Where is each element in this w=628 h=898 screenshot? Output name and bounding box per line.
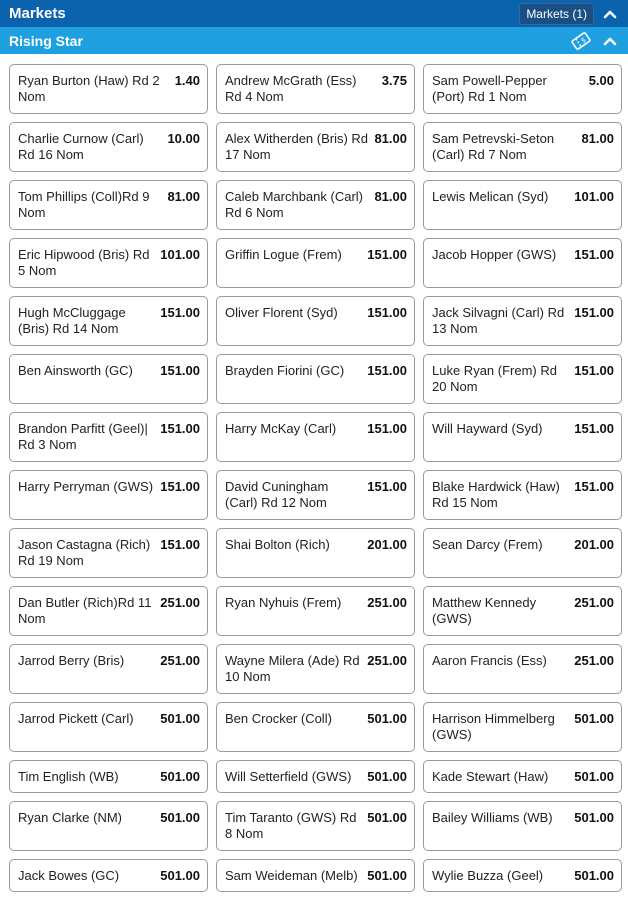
selection-odds: 81.00	[374, 131, 407, 146]
selection-name: Harry Perryman (GWS)	[18, 479, 154, 494]
selection-odds: 151.00	[574, 247, 614, 262]
selection-name: Sam Petrevski-Seton (Carl) Rd 7 Nom	[432, 131, 555, 162]
selection-name: Jarrod Pickett (Carl)	[18, 711, 134, 726]
selection-button[interactable]	[9, 296, 208, 346]
selection-odds: 151.00	[160, 363, 200, 378]
selection-odds: 81.00	[374, 189, 407, 204]
selection-name: Jack Silvagni (Carl) Rd 13 Nom	[432, 305, 565, 336]
selection-name: Will Hayward (Syd)	[432, 421, 543, 436]
selection-odds: 151.00	[160, 421, 200, 436]
selection-button[interactable]	[9, 238, 208, 288]
selection-name: Brayden Fiorini (GC)	[225, 363, 345, 378]
selection-button[interactable]	[216, 528, 415, 578]
markets-header	[0, 0, 628, 27]
selection-button[interactable]	[9, 528, 208, 578]
selection-odds: 151.00	[367, 421, 407, 436]
selection-button[interactable]	[216, 238, 415, 288]
selection-button[interactable]	[216, 64, 415, 114]
selection-name: Ben Crocker (Coll)	[225, 711, 332, 726]
selection-odds: 501.00	[160, 711, 200, 726]
selection-name: Jarrod Berry (Bris)	[18, 653, 125, 668]
selection-button[interactable]	[423, 801, 622, 851]
selection-name: Blake Hardwick (Haw) Rd 15 Nom	[432, 479, 560, 510]
selection-button[interactable]	[216, 296, 415, 346]
selection-button[interactable]	[423, 238, 622, 288]
selection-button[interactable]	[9, 354, 208, 404]
selection-odds: 501.00	[160, 868, 200, 883]
selection-name: Sam Powell-Pepper (Port) Rd 1 Nom	[432, 73, 547, 104]
selection-name: Tim Taranto (GWS) Rd 8 Nom	[225, 810, 357, 841]
selection-button[interactable]	[423, 586, 622, 636]
selection-name: Aaron Francis (Ess)	[432, 653, 547, 668]
selection-button[interactable]	[423, 760, 622, 793]
selection-button[interactable]	[9, 586, 208, 636]
selection-odds: 151.00	[367, 479, 407, 494]
selection-name: Wylie Buzza (Geel)	[432, 868, 544, 883]
selection-button[interactable]	[9, 122, 208, 172]
selection-name: Jack Bowes (GC)	[18, 868, 120, 883]
selection-odds: 251.00	[367, 595, 407, 610]
selection-odds: 101.00	[160, 247, 200, 262]
markets-header-controls	[519, 3, 620, 25]
chevron-up-icon[interactable]	[600, 31, 620, 51]
selection-button[interactable]	[423, 412, 622, 462]
selection-odds: 101.00	[574, 189, 614, 204]
selection-button[interactable]	[216, 470, 415, 520]
selection-odds: 81.00	[167, 189, 200, 204]
selection-name: Griffin Logue (Frem)	[225, 247, 342, 262]
selection-name: Harrison Himmelberg (GWS)	[432, 711, 555, 742]
selection-odds: 151.00	[160, 537, 200, 552]
selection-odds: 10.00	[167, 131, 200, 146]
selection-odds: 251.00	[574, 653, 614, 668]
selection-odds: 151.00	[574, 479, 614, 494]
selection-button[interactable]	[423, 122, 622, 172]
selection-button[interactable]	[9, 702, 208, 752]
selection-odds: 3.75	[381, 73, 407, 88]
markets-count-badge[interactable]: Markets (1)	[519, 3, 594, 25]
selection-name: Jacob Hopper (GWS)	[432, 247, 557, 262]
selection-name: Hugh McCluggage (Bris) Rd 14 Nom	[18, 305, 126, 336]
selection-button[interactable]	[216, 586, 415, 636]
selection-name: Ben Ainsworth (GC)	[18, 363, 133, 378]
selection-odds: 151.00	[367, 247, 407, 262]
selection-name: Wayne Milera (Ade) Rd 10 Nom	[225, 653, 360, 684]
selection-name: Shai Bolton (Rich)	[225, 537, 330, 552]
selection-odds: 151.00	[574, 421, 614, 436]
selection-button[interactable]	[9, 859, 208, 892]
selection-odds: 501.00	[574, 769, 614, 784]
selection-button[interactable]	[9, 470, 208, 520]
selection-odds: 1.40	[174, 73, 200, 88]
selection-odds: 501.00	[574, 711, 614, 726]
ticket-icon[interactable]	[570, 31, 592, 51]
selections-grid	[0, 54, 628, 898]
selection-odds: 151.00	[574, 363, 614, 378]
selection-name: Bailey Williams (WB)	[432, 810, 553, 825]
selection-button[interactable]	[423, 528, 622, 578]
selection-odds: 501.00	[574, 868, 614, 883]
selection-button[interactable]	[423, 180, 622, 230]
selection-button[interactable]	[216, 412, 415, 462]
selection-name: Dan Butler (Rich)Rd 11 Nom	[18, 595, 152, 626]
selection-odds: 151.00	[160, 305, 200, 320]
selection-button[interactable]	[216, 801, 415, 851]
selection-button[interactable]	[423, 354, 622, 404]
chevron-up-icon[interactable]	[600, 4, 620, 24]
selection-name: Oliver Florent (Syd)	[225, 305, 338, 320]
selection-button[interactable]	[9, 644, 208, 694]
selection-name: Sean Darcy (Frem)	[432, 537, 543, 552]
selection-name: Sam Weideman (Melb)	[225, 868, 358, 883]
selection-button[interactable]	[423, 64, 622, 114]
selection-name: Luke Ryan (Frem) Rd 20 Nom	[432, 363, 557, 394]
svg-text:$: $	[579, 35, 588, 45]
selection-name: Kade Stewart (Haw)	[432, 769, 549, 784]
selection-odds: 81.00	[581, 131, 614, 146]
selection-button[interactable]	[423, 702, 622, 752]
selection-button[interactable]	[9, 412, 208, 462]
selection-odds: 201.00	[574, 537, 614, 552]
selection-odds: 501.00	[367, 769, 407, 784]
selection-button[interactable]	[423, 470, 622, 520]
selection-odds: 5.00	[588, 73, 614, 88]
market-title: Rising Star	[9, 32, 83, 49]
selection-button[interactable]	[9, 801, 208, 851]
selection-odds: 501.00	[367, 868, 407, 883]
selection-button[interactable]	[9, 64, 208, 114]
selection-button[interactable]	[423, 296, 622, 346]
selection-name: Alex Witherden (Bris) Rd 17 Nom	[225, 131, 369, 162]
selection-button[interactable]	[216, 702, 415, 752]
selection-button[interactable]	[423, 644, 622, 694]
selection-odds: 151.00	[367, 305, 407, 320]
market-header-controls	[570, 31, 620, 51]
selection-odds: 501.00	[367, 711, 407, 726]
selection-name: Ryan Burton (Haw) Rd 2 Nom	[18, 73, 160, 104]
selection-button[interactable]	[216, 644, 415, 694]
selection-odds: 501.00	[367, 810, 407, 825]
selection-name: Ryan Nyhuis (Frem)	[225, 595, 342, 610]
selection-button[interactable]	[216, 180, 415, 230]
selection-name: Eric Hipwood (Bris) Rd 5 Nom	[18, 247, 150, 278]
selection-button[interactable]	[216, 760, 415, 793]
selection-name: Tom Phillips (Coll)Rd 9 Nom	[18, 189, 150, 220]
selection-odds: 151.00	[367, 363, 407, 378]
selection-name: David Cuningham (Carl) Rd 12 Nom	[225, 479, 329, 510]
selection-name: Harry McKay (Carl)	[225, 421, 337, 436]
markets-title: Markets	[9, 5, 66, 22]
selection-name: Ryan Clarke (NM)	[18, 810, 123, 825]
selection-name: Tim English (WB)	[18, 769, 119, 784]
selection-odds: 151.00	[574, 305, 614, 320]
selection-odds: 251.00	[160, 595, 200, 610]
selection-button[interactable]	[216, 122, 415, 172]
selection-odds: 251.00	[367, 653, 407, 668]
selection-odds: 151.00	[160, 479, 200, 494]
selection-name: Jason Castagna (Rich) Rd 19 Nom	[18, 537, 151, 568]
selection-name: Caleb Marchbank (Carl) Rd 6 Nom	[225, 189, 363, 220]
selection-name: Lewis Melican (Syd)	[432, 189, 549, 204]
selection-odds: 201.00	[367, 537, 407, 552]
selection-button[interactable]	[9, 760, 208, 793]
selection-button[interactable]	[423, 859, 622, 892]
selection-button[interactable]	[216, 354, 415, 404]
selection-odds: 251.00	[574, 595, 614, 610]
selection-button[interactable]	[9, 180, 208, 230]
selection-name: Will Setterfield (GWS)	[225, 769, 352, 784]
selection-odds: 501.00	[160, 810, 200, 825]
selection-odds: 501.00	[574, 810, 614, 825]
selection-name: Matthew Kennedy (GWS)	[432, 595, 537, 626]
selection-odds: 251.00	[160, 653, 200, 668]
rising-star-header	[0, 27, 628, 54]
selection-name: Brandon Parfitt (Geel)| Rd 3 Nom	[18, 421, 148, 452]
selection-odds: 501.00	[160, 769, 200, 784]
selection-name: Andrew McGrath (Ess) Rd 4 Nom	[225, 73, 357, 104]
selection-name: Charlie Curnow (Carl) Rd 16 Nom	[18, 131, 144, 162]
selection-button[interactable]	[216, 859, 415, 892]
